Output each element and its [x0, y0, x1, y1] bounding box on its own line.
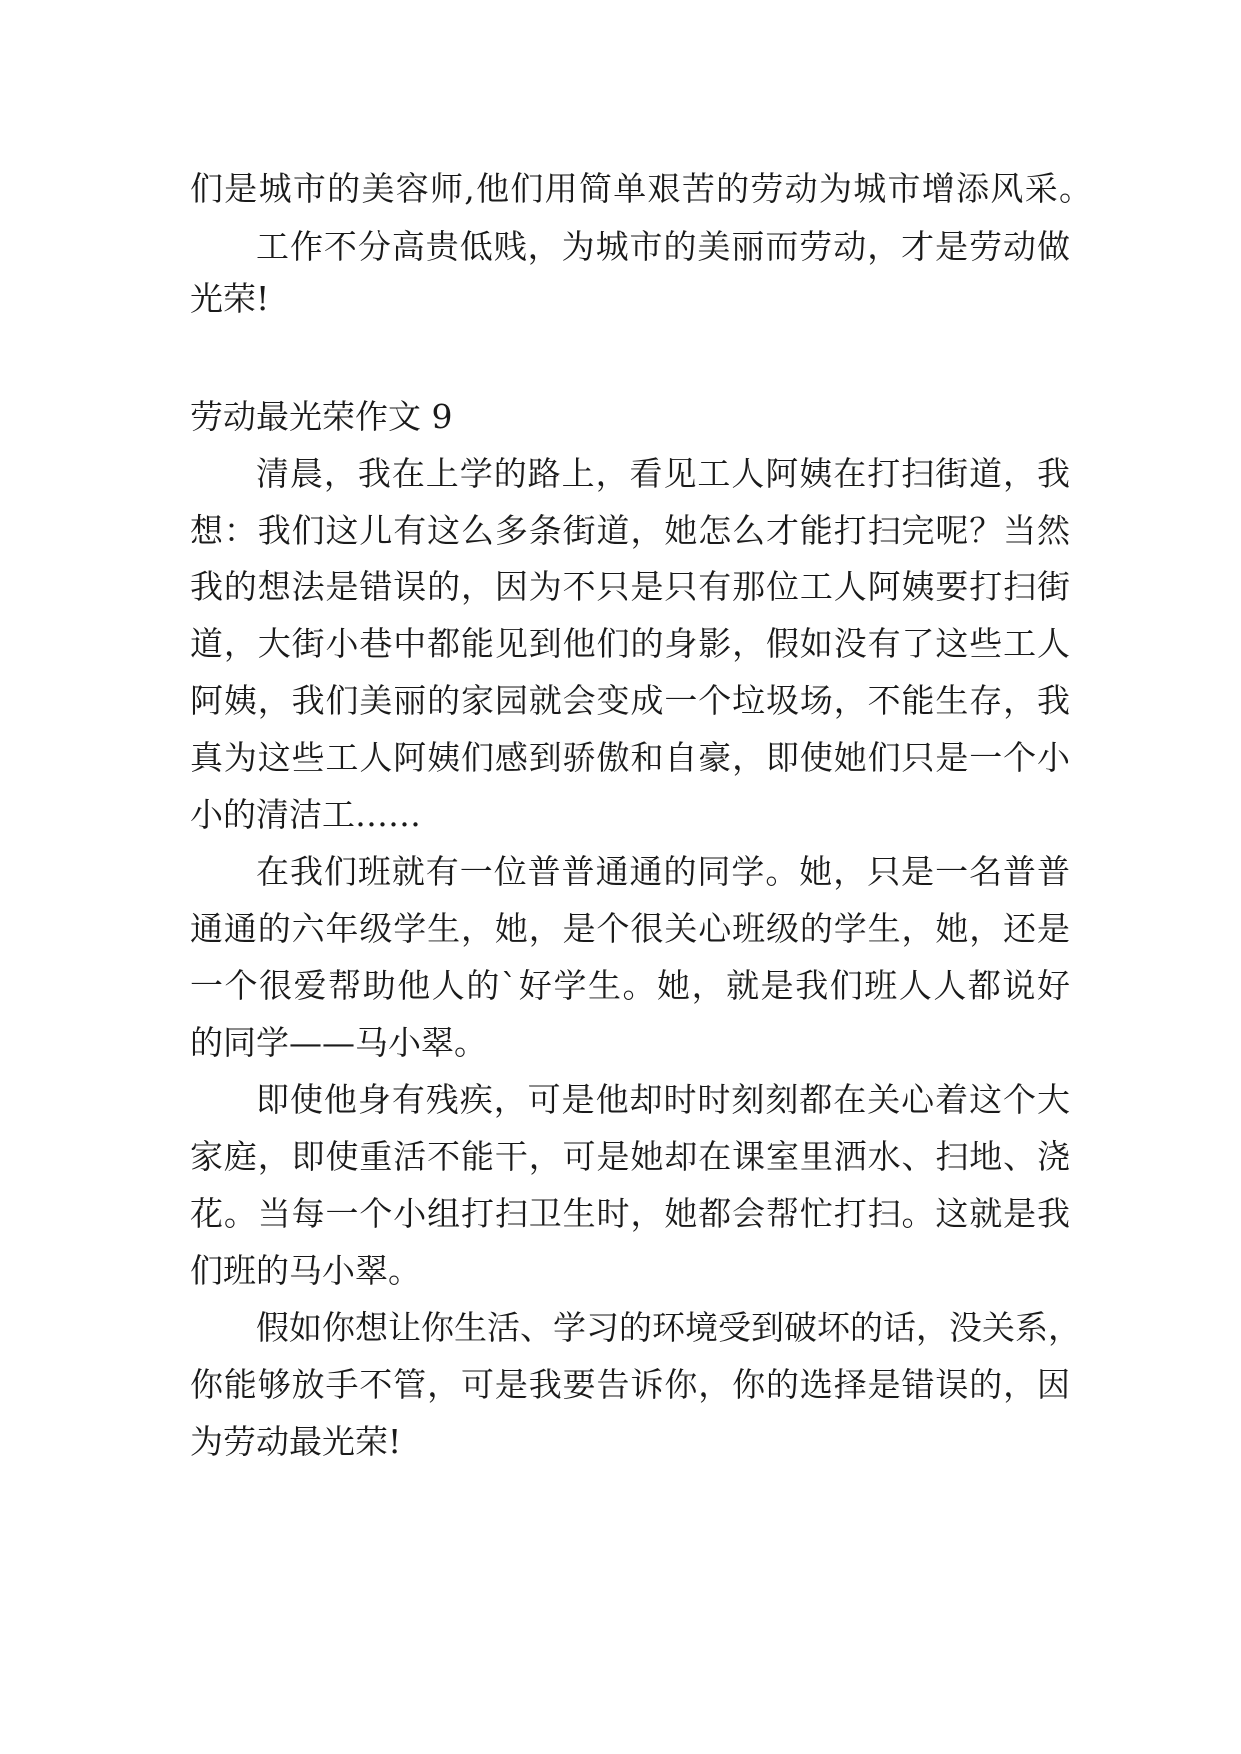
text-line: 假如你想让你生活、学习的环境受到破坏的话，没关系， [256, 1308, 1081, 1347]
text-line: 清晨，我在上学的路上，看见工人阿姨在打扫街道，我 [256, 454, 1070, 493]
text-line: 们是城市的美容师,他们用简单艰苦的劳动为城市增添风采。 [190, 169, 1092, 208]
text-line: 光荣! [190, 279, 270, 318]
text-line: 我的想法是错误的，因为不只是只有那位工人阿姨要打扫街 [190, 567, 1070, 606]
text-line: 道，大街小巷中都能见到他们的身影，假如没有了这些工人 [190, 624, 1070, 663]
text-line: 的同学——马小翠。 [190, 1023, 487, 1062]
text-line: 在我们班就有一位普普通通的同学。她，只是一名普普 [256, 852, 1070, 891]
text-line: 工作不分高贵低贱，为城市的美丽而劳动，才是劳动做 [256, 227, 1070, 266]
text-line: 阿姨，我们美丽的家园就会变成一个垃圾场，不能生存，我 [190, 681, 1070, 720]
section-title: 劳动最光荣作文 9 [190, 397, 453, 436]
text-line: 一个很爱帮助他人的`好学生。她，就是我们班人人都说好 [190, 966, 1070, 1005]
text-line: 想：我们这儿有这么多条街道，她怎么才能打扫完呢？当然 [190, 511, 1070, 550]
text-line: 你能够放手不管，可是我要告诉你，你的选择是错误的，因 [190, 1365, 1070, 1404]
text-line: 小的清洁工…… [190, 795, 421, 834]
text-line: 为劳动最光荣! [190, 1422, 402, 1461]
text-line: 家庭，即使重活不能干，可是她却在课室里洒水、扫地、浇 [190, 1137, 1070, 1176]
text-line: 即使他身有残疾，可是他却时时刻刻都在关心着这个大 [256, 1080, 1070, 1119]
text-line: 真为这些工人阿姨们感到骄傲和自豪，即使她们只是一个小 [190, 738, 1070, 777]
text-line: 花。当每一个小组打扫卫生时，她都会帮忙打扫。这就是我 [190, 1194, 1070, 1233]
text-line: 们班的马小翠。 [190, 1251, 421, 1290]
text-line: 通通的六年级学生，她，是个很关心班级的学生，她，还是 [190, 909, 1070, 948]
